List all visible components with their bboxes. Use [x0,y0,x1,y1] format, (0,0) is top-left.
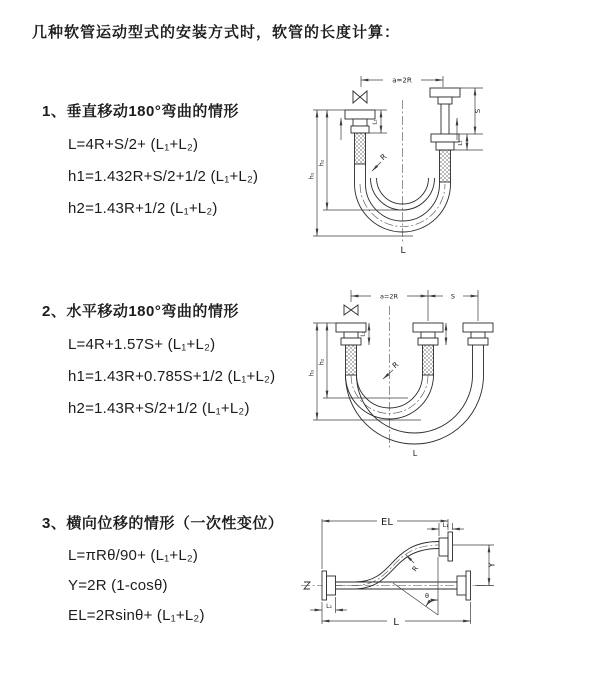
dim-l1-label: L₁ [442,522,449,529]
section-3-formula-L: L=πRθ/90+ (L₁+L₂) [68,547,199,564]
horizontal-bend-drawing [303,280,598,465]
left-fitting [336,323,366,375]
diagram-lateral-displacement [293,497,598,662]
dim-a2r-label: a=2R [379,292,399,301]
valve-icon [344,305,358,315]
diagram-vertical-bend [303,64,598,262]
right-flange [457,571,471,600]
section-1-heading: 1、垂直移动180°弯曲的情形 [42,103,239,120]
hose-bend-arcs [346,375,484,444]
dim-y-label: Y [487,562,497,568]
right-fitting [430,88,460,184]
dim-length [322,602,471,628]
left-fitting [345,110,375,184]
diagram-horizontal-bend [303,280,598,465]
section-3-text [42,512,283,631]
right-fitting-moved [463,323,493,375]
section-2-text [42,300,275,425]
length-label: L [393,617,399,628]
dim-a2r-label: a=2R [392,76,412,85]
length-label: L [412,449,418,458]
dim-a2r [361,76,443,87]
dim-a2r-s [351,290,478,321]
dim-h2-label: h₂ [317,358,326,366]
angle-label: θ [425,592,429,600]
radius-leader [383,360,400,379]
section-1-formula-L: L=4R+S/2+ (L₁+L₂) [68,136,199,153]
dim-end-bottom [310,597,347,613]
dim-end-top [427,522,464,536]
section-1-text [42,100,258,225]
dim-el [322,517,448,569]
section-2-formula-h1: h1=1.43R+0.785S+1/2 (L₁+L₂) [68,368,276,385]
radius-label: R [390,359,401,371]
dim-s-label: S [474,108,482,114]
dim-h1-label: h₁ [307,369,316,377]
valve-icon [353,91,367,103]
dim-s-label: S [450,292,456,301]
radius-leader [406,555,420,573]
dim-l1-right-label: L₁ [458,140,464,146]
left-flange [322,571,336,600]
length-label: L [400,246,406,256]
section-3-heading: 3、横向位移的情形（一次性变位） [42,515,284,532]
page-title: 几种软管运动型式的安装方式时，软管的长度计算： [32,24,401,41]
angle-construction [393,557,438,615]
dim-l1-label: L₁ [360,331,367,337]
dim-el-label: EL [381,517,393,528]
section-2-heading: 2、水平移动180°弯曲的情形 [42,303,239,320]
radius-label: R [378,151,389,163]
lateral-displacement-drawing [293,497,598,662]
middle-fitting [413,323,443,375]
radius-label: R [410,564,421,574]
section-3-formula-EL: EL=2Rsinθ+ (L₁+L₂) [68,607,205,624]
displaced-flange [439,532,453,561]
dim-h2-label: h₂ [317,159,326,167]
section-1-formula-h1: h1=1.432R+S/2+1/2 (L₁+L₂) [68,168,259,185]
section-3-formula-Y: Y=2R (1-cosθ) [68,577,168,594]
dim-l1-left-label: L₁ [372,119,379,125]
dim-h1-label: h₁ [307,172,316,180]
dim-l2-label: L₂ [326,603,332,610]
section-2-formula-h2: h2=1.43R+S/2+1/2 (L₁+L₂) [68,400,250,417]
vertical-bend-drawing [303,64,598,262]
radius-leader [372,152,388,171]
section-2-formula-L: L=4R+1.57S+ (L₁+L₂) [68,336,216,353]
section-1-formula-h2: h2=1.43R+1/2 (L₁+L₂) [68,200,218,217]
